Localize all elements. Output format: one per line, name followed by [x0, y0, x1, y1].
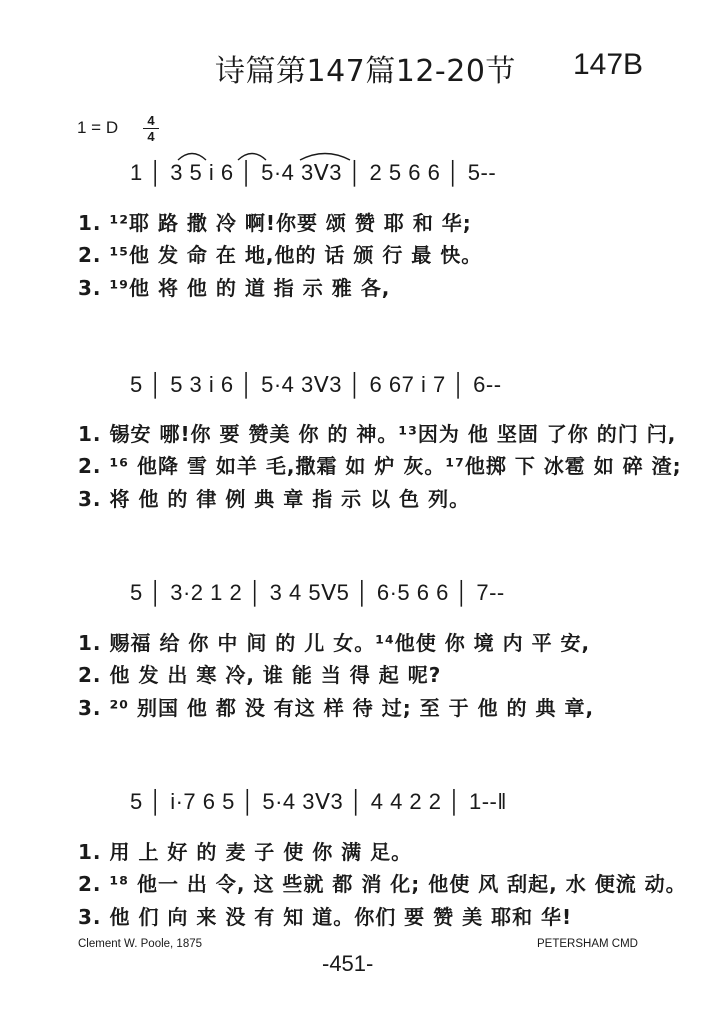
notation-line-1: 1 │ 3 5 i 6 │ 5·4 3ᐯ3 │ 2 5 6 6 │ 5--	[130, 160, 497, 185]
lyric-3-verse-3: 3. ²⁰ 别国 他 都 没 有这 样 待 过; 至 于 他 的 典 章,	[78, 696, 595, 720]
hymn-number: 147B	[573, 48, 644, 81]
lyric-1-verse-3: 3. ¹⁹他 将 他 的 道 指 示 雅 各,	[78, 276, 391, 300]
composer-credit: Clement W. Poole, 1875	[78, 938, 203, 950]
lyric-1-verse-1: 1. ¹²耶 路 撒 冷 啊!你要 颂 赞 耶 和 华;	[78, 211, 472, 235]
page-title: 诗篇第147篇12-20节	[215, 54, 516, 89]
tune-name: PETERSHAM CMD	[537, 938, 638, 950]
slur-mark	[178, 154, 206, 161]
lyric-2-verse-3: 3. 将 他 的 律 例 典 章 指 示 以 色 列。	[78, 487, 471, 511]
page-number: -451-	[322, 951, 374, 976]
notation-line-2: 5 │ 5 3 i 6 │ 5·4 3ᐯ3 │ 6 67 i 7 │ 6--	[130, 372, 502, 397]
notation-line-4: 5 │ i·7 6 5 │ 5·4 3ᐯ3 │ 4 4 2 2 │ 1--‖	[130, 789, 507, 814]
key-signature: 1 = D	[77, 118, 119, 137]
lyric-4-verse-1: 1. 用 上 好 的 麦 子 使 你 满 足。	[78, 840, 413, 864]
lyric-3-verse-2: 2. 他 发 出 寒 冷, 谁 能 当 得 起 呢?	[78, 663, 442, 687]
time-top: 4	[147, 113, 155, 128]
lyric-2-verse-2: 2. ¹⁶ 他降 雪 如羊 毛,撒霜 如 炉 灰。¹⁷他掷 下 冰雹 如 碎 渣;	[78, 454, 682, 478]
time-bottom: 4	[147, 129, 155, 144]
lyric-4-verse-2: 2. ¹⁸ 他一 出 令, 这 些就 都 消 化; 他使 风 刮起, 水 便流 动。	[78, 872, 687, 896]
slur-mark	[238, 154, 266, 161]
lyric-1-verse-2: 2. ¹⁵他 发 命 在 地,他的 话 颁 行 最 快。	[78, 243, 483, 267]
slur-mark	[300, 154, 350, 161]
notation-line-3: 5 │ 3·2 1 2 │ 3 4 5ᐯ5 │ 6·5 6 6 │ 7--	[130, 580, 505, 605]
lyric-2-verse-1: 1. 锡安 哪!你 要 赞美 你 的 神。¹³因为 他 坚固 了你 的门 闩,	[78, 422, 677, 446]
lyric-4-verse-3: 3. 他 们 向 来 没 有 知 道。你们 要 赞 美 耶和 华!	[78, 905, 573, 929]
lyric-3-verse-1: 1. 赐福 给 你 中 间 的 儿 女。¹⁴他使 你 境 内 平 安,	[78, 631, 591, 655]
